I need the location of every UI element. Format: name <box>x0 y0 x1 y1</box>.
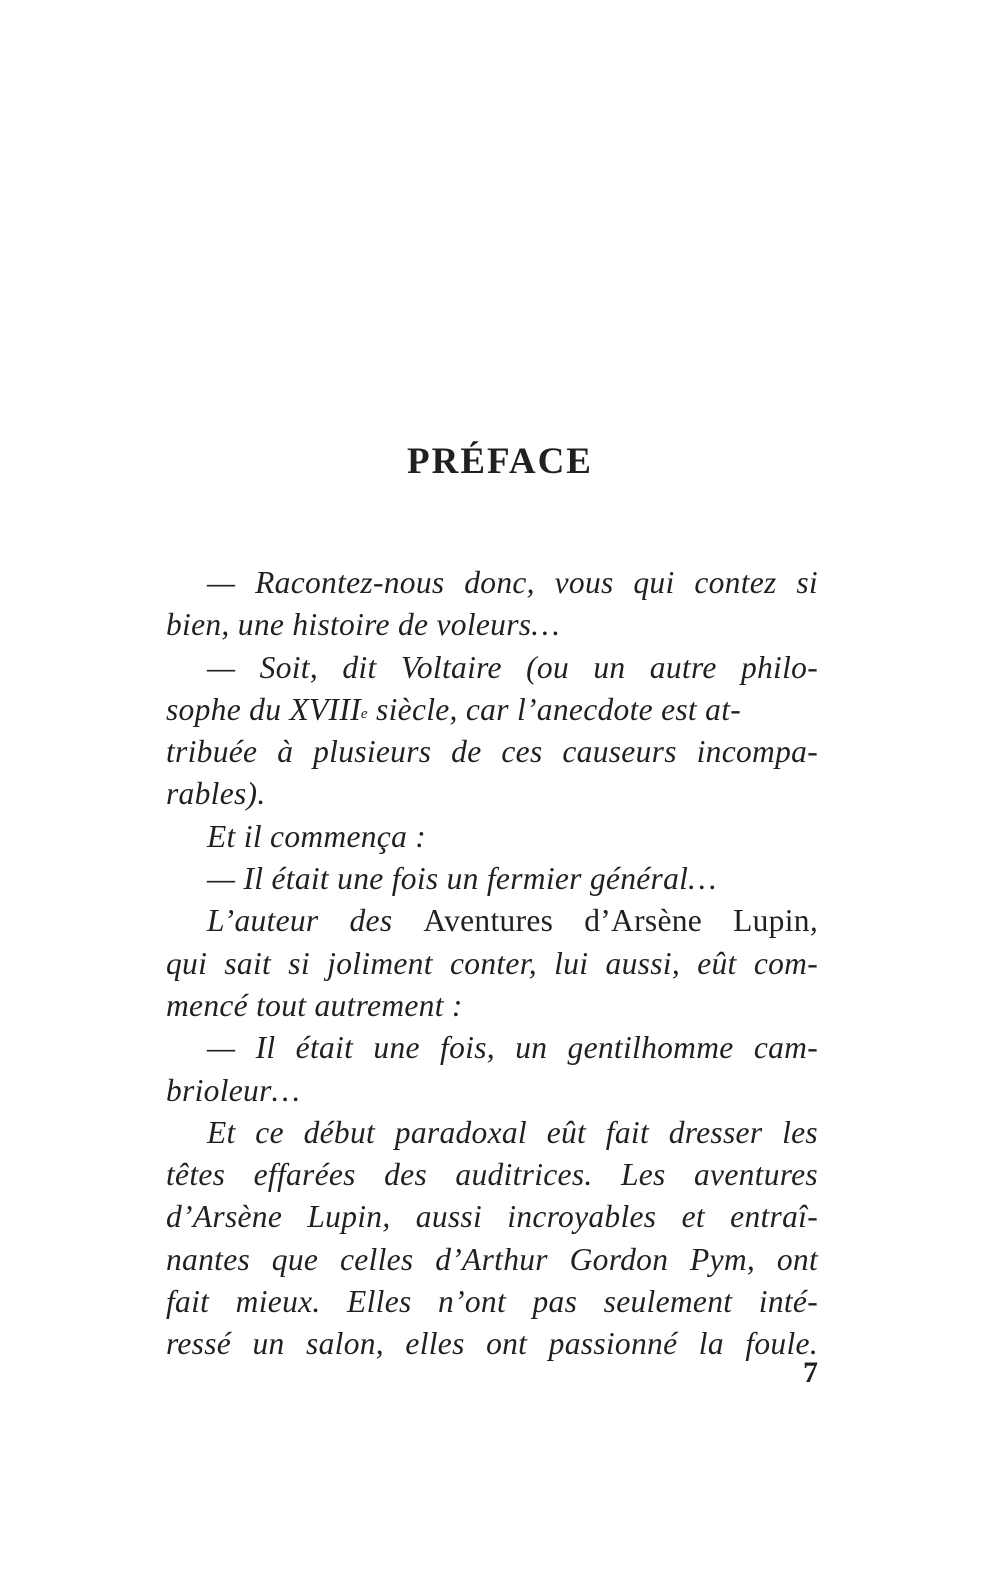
text-line: fait mieux. Elles n’ont pas seulement inté- <box>166 1284 818 1320</box>
text-line: — Racontez-nous donc, vous qui contez si <box>207 565 818 600</box>
text-line: — Il était une fois, un gentilhomme cam- <box>207 1030 818 1066</box>
text-line: nantes que celles d’Arthur Gordon Pym, ont <box>166 1241 818 1277</box>
book-title: Aventures d’Arsène Lupin <box>423 903 810 939</box>
page-title: PRÉFACE <box>407 441 593 482</box>
century-numeral: XVIII <box>289 691 361 727</box>
text-line: qui sait si joliment conter, lui aussi, eût com- <box>166 945 818 981</box>
page-number: 7 <box>803 1356 818 1389</box>
text-line: têtes effarées des auditrices. Les aventures <box>166 1157 818 1193</box>
text-line: brioleur… <box>166 1072 300 1108</box>
text-line: sophe du XVIIIe siècle, car l’anecdote est at- <box>166 691 742 727</box>
text-line: d’Arsène Lupin, aussi incroyables et entraî- <box>166 1199 818 1235</box>
century-superscript: e <box>360 705 368 722</box>
text-line: ressé un salon, elles ont passionné la foule. <box>166 1326 818 1362</box>
text-line: L’auteur des Aventures d’Arsène Lupin, <box>207 903 818 939</box>
text-line: Et il commença : <box>207 818 427 854</box>
text-line: — Il était une fois un fermier général… <box>207 861 717 897</box>
text-line: — Soit, dit Voltaire (ou un autre philo- <box>207 649 818 685</box>
text-line: tribuée à plusieurs de ces causeurs incompa- <box>166 734 818 770</box>
text-line: mencé tout autrement : <box>166 987 463 1023</box>
text-line: rables). <box>166 776 266 812</box>
preface-body <box>166 562 818 1366</box>
text-line: Et ce début paradoxal eût fait dresser les <box>207 1114 818 1150</box>
text-line: bien, une histoire de voleurs… <box>166 607 560 643</box>
